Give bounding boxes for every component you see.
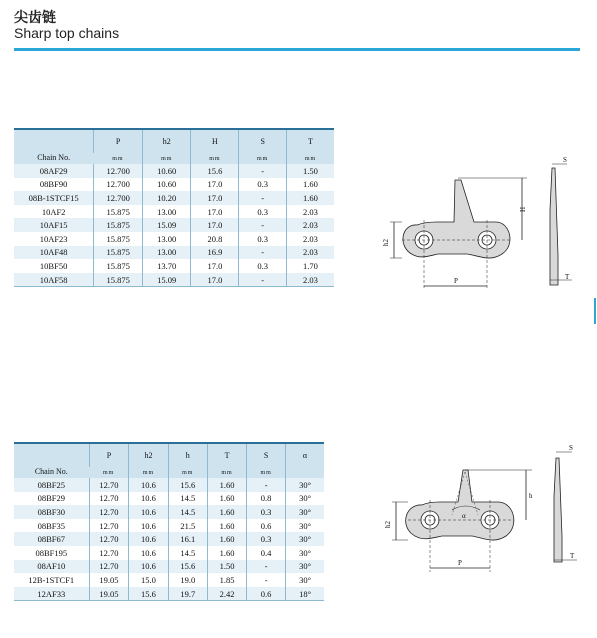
sharp-top-link-diagram-2: [372, 440, 587, 580]
table-cell: 2.03: [286, 232, 334, 246]
side-view-plate: [554, 458, 562, 562]
unit-label: mm: [286, 153, 334, 164]
table-cell: 14.5: [168, 546, 207, 560]
chain-no-header: Chain No.: [14, 129, 94, 164]
table-cell: 12.70: [89, 492, 129, 506]
table-cell: 0.4: [247, 546, 286, 560]
chain-no-cell: 10AF2: [14, 205, 94, 219]
table-cell: 1.60: [207, 532, 246, 546]
table-cell: 0.6: [247, 587, 286, 601]
table-row: [14, 246, 334, 260]
table-cell: 10.60: [143, 164, 191, 178]
table-cell: 13.00: [143, 232, 191, 246]
table-row: [14, 191, 334, 205]
table-cell: 1.60: [286, 178, 334, 192]
column-header: T: [207, 443, 246, 467]
table-cell: 1.50: [207, 560, 246, 574]
table-cell: 12.70: [89, 546, 129, 560]
column-header: h: [168, 443, 207, 467]
chain-no-cell: 10AF58: [14, 273, 94, 287]
table-cell: 12.700: [94, 164, 143, 178]
table-row: [14, 505, 324, 519]
table-cell: 10.20: [143, 191, 191, 205]
unit-label: mm: [94, 153, 143, 164]
table-row: [14, 519, 324, 533]
dim-label-p: P: [454, 277, 458, 285]
table-cell: 15.09: [143, 273, 191, 287]
table-cell: 15.0: [129, 573, 168, 587]
column-header: h2: [129, 443, 168, 467]
column-header: H: [191, 129, 239, 153]
table-row: [14, 164, 334, 178]
table-cell: 30°: [286, 573, 324, 587]
dim-label-t: T: [570, 552, 575, 560]
link-plate-outline: [406, 470, 514, 540]
chain-no-cell: 08B-1STCF15: [14, 191, 94, 205]
table-cell: 15.875: [94, 246, 143, 260]
table-cell: 13.00: [143, 246, 191, 260]
chain-no-cell: 08BF90: [14, 178, 94, 192]
table-cell: 1.60: [207, 546, 246, 560]
table-cell: 15.875: [94, 273, 143, 287]
table-cell: 13.00: [143, 205, 191, 219]
table-cell: 0.3: [247, 532, 286, 546]
table-cell: 30°: [286, 519, 324, 533]
table-row: [14, 218, 334, 232]
table-cell: 10.6: [129, 546, 168, 560]
table-cell: 16.1: [168, 532, 207, 546]
table-cell: 15.6: [168, 560, 207, 574]
table-cell: 15.875: [94, 259, 143, 273]
table-cell: 12.700: [94, 178, 143, 192]
chain-no-header: Chain No.: [14, 443, 89, 478]
table-cell: -: [247, 573, 286, 587]
unit-label: mm: [191, 153, 239, 164]
side-view-plate: [550, 168, 558, 285]
chain-no-cell: 08AF29: [14, 164, 94, 178]
table-cell: 10.6: [129, 532, 168, 546]
unit-label: mm: [168, 467, 207, 478]
column-header: α: [286, 443, 324, 467]
table-cell: 1.60: [207, 505, 246, 519]
table-cell: 0.3: [239, 178, 287, 192]
chain-no-cell: 08BF30: [14, 505, 89, 519]
table-cell: 12.70: [89, 519, 129, 533]
table-row: [14, 205, 334, 219]
title-divider: [14, 48, 580, 51]
chain-no-cell: 08BF35: [14, 519, 89, 533]
table-cell: 12.70: [89, 532, 129, 546]
unit-label: [286, 467, 324, 478]
unit-label: mm: [239, 153, 287, 164]
table-cell: -: [239, 218, 287, 232]
chain-no-cell: 08BF67: [14, 532, 89, 546]
table-cell: -: [247, 560, 286, 574]
table-cell: 2.03: [286, 273, 334, 287]
dim-label-h: H: [519, 206, 527, 212]
dim-label-h2: h2: [384, 521, 392, 528]
column-header: S: [247, 443, 286, 467]
table-row: [14, 587, 324, 601]
table-cell: -: [247, 478, 286, 492]
table-cell: 1.60: [207, 478, 246, 492]
table-cell: -: [239, 164, 287, 178]
table-cell: -: [239, 246, 287, 260]
table-cell: 18°: [286, 587, 324, 601]
page-title: Sharp top chains: [14, 25, 120, 41]
sharp-top-link-diagram-1: [372, 150, 587, 300]
chain-no-cell: 12AF33: [14, 587, 89, 601]
table-cell: 15.09: [143, 218, 191, 232]
table-cell: 17.0: [191, 178, 239, 192]
table-cell: 1.70: [286, 259, 334, 273]
sharp-top-chain-table-1: [14, 128, 334, 287]
table-cell: 0.8: [247, 492, 286, 506]
table-cell: 2.03: [286, 246, 334, 260]
column-header: P: [94, 129, 143, 153]
table-cell: 30°: [286, 546, 324, 560]
table-cell: 19.05: [89, 573, 129, 587]
table-cell: 21.5: [168, 519, 207, 533]
table-cell: 2.42: [207, 587, 246, 601]
table-cell: 1.60: [207, 519, 246, 533]
table-cell: 1.60: [286, 191, 334, 205]
table-cell: 1.85: [207, 573, 246, 587]
column-header: S: [239, 129, 287, 153]
table-cell: 30°: [286, 532, 324, 546]
table-cell: 0.3: [239, 205, 287, 219]
table-cell: 19.0: [168, 573, 207, 587]
table-cell: 0.6: [247, 519, 286, 533]
table-cell: 12.70: [89, 505, 129, 519]
table-cell: 1.50: [286, 164, 334, 178]
dim-label-s: S: [563, 156, 567, 164]
table-header-row: [14, 443, 324, 467]
table-cell: 13.70: [143, 259, 191, 273]
table-cell: 17.0: [191, 218, 239, 232]
table-cell: 17.0: [191, 205, 239, 219]
table-cell: 12.700: [94, 191, 143, 205]
dim-label-p: P: [458, 559, 462, 567]
table-cell: 17.0: [191, 273, 239, 287]
dim-label-h2: h2: [382, 239, 390, 246]
table-cell: 20.8: [191, 232, 239, 246]
column-header: P: [89, 443, 129, 467]
table-cell: 10.6: [129, 478, 168, 492]
chain-no-cell: 08BF29: [14, 492, 89, 506]
table-cell: 15.875: [94, 218, 143, 232]
table-cell: 30°: [286, 478, 324, 492]
table-cell: 15.6: [191, 164, 239, 178]
chain-no-cell: 08BF195: [14, 546, 89, 560]
table-row: [14, 273, 334, 287]
table-row: [14, 232, 334, 246]
column-header: h2: [143, 129, 191, 153]
page-title-chinese: 尖齿链: [14, 10, 56, 26]
chain-no-cell: 08AF10: [14, 560, 89, 574]
table-row: [14, 492, 324, 506]
table-cell: 14.5: [168, 505, 207, 519]
chain-no-cell: 12B-1STCF1: [14, 573, 89, 587]
column-header: T: [286, 129, 334, 153]
table-cell: 12.70: [89, 560, 129, 574]
chain-no-cell: 10AF48: [14, 246, 94, 260]
chain-no-cell: 08BF25: [14, 478, 89, 492]
table-cell: 15.875: [94, 232, 143, 246]
table-row: [14, 478, 324, 492]
table-cell: 10.6: [129, 519, 168, 533]
dim-label-s: S: [569, 444, 573, 452]
table-cell: 14.5: [168, 492, 207, 506]
table-row: [14, 532, 324, 546]
table-cell: 15.6: [168, 478, 207, 492]
table-cell: 0.3: [239, 232, 287, 246]
table-cell: 0.3: [239, 259, 287, 273]
table-cell: 30°: [286, 560, 324, 574]
dim-label-t: T: [565, 273, 570, 281]
table-cell: -: [239, 273, 287, 287]
side-page-marker: [594, 298, 596, 324]
sharp-top-chain-table-2: [14, 442, 324, 601]
table-cell: 2.03: [286, 205, 334, 219]
table-row: [14, 546, 324, 560]
table-row: [14, 573, 324, 587]
table-cell: 1.60: [207, 492, 246, 506]
table-cell: 12.70: [89, 478, 129, 492]
table-cell: 17.0: [191, 191, 239, 205]
unit-label: mm: [143, 153, 191, 164]
table-cell: 15.6: [129, 587, 168, 601]
table-cell: 17.0: [191, 259, 239, 273]
table-cell: -: [239, 191, 287, 205]
table-cell: 15.875: [94, 205, 143, 219]
unit-label: mm: [247, 467, 286, 478]
table-cell: 10.60: [143, 178, 191, 192]
table-cell: 19.7: [168, 587, 207, 601]
dim-label-alpha: α: [462, 512, 466, 520]
table-cell: 30°: [286, 505, 324, 519]
table-row: [14, 178, 334, 192]
table-cell: 30°: [286, 492, 324, 506]
table-row: [14, 560, 324, 574]
table-header-row: [14, 129, 334, 153]
chain-no-cell: 10AF23: [14, 232, 94, 246]
table-cell: 19.05: [89, 587, 129, 601]
table-row: [14, 259, 334, 273]
chain-no-cell: 10AF15: [14, 218, 94, 232]
chain-no-cell: 10BF50: [14, 259, 94, 273]
table-cell: 0.3: [247, 505, 286, 519]
table-cell: 10.6: [129, 492, 168, 506]
table-cell: 16.9: [191, 246, 239, 260]
unit-label: mm: [129, 467, 168, 478]
table-cell: 10.6: [129, 560, 168, 574]
dim-label-h: h: [529, 492, 533, 500]
table-cell: 2.03: [286, 218, 334, 232]
unit-label: mm: [207, 467, 246, 478]
unit-label: mm: [89, 467, 129, 478]
table-cell: 10.6: [129, 505, 168, 519]
